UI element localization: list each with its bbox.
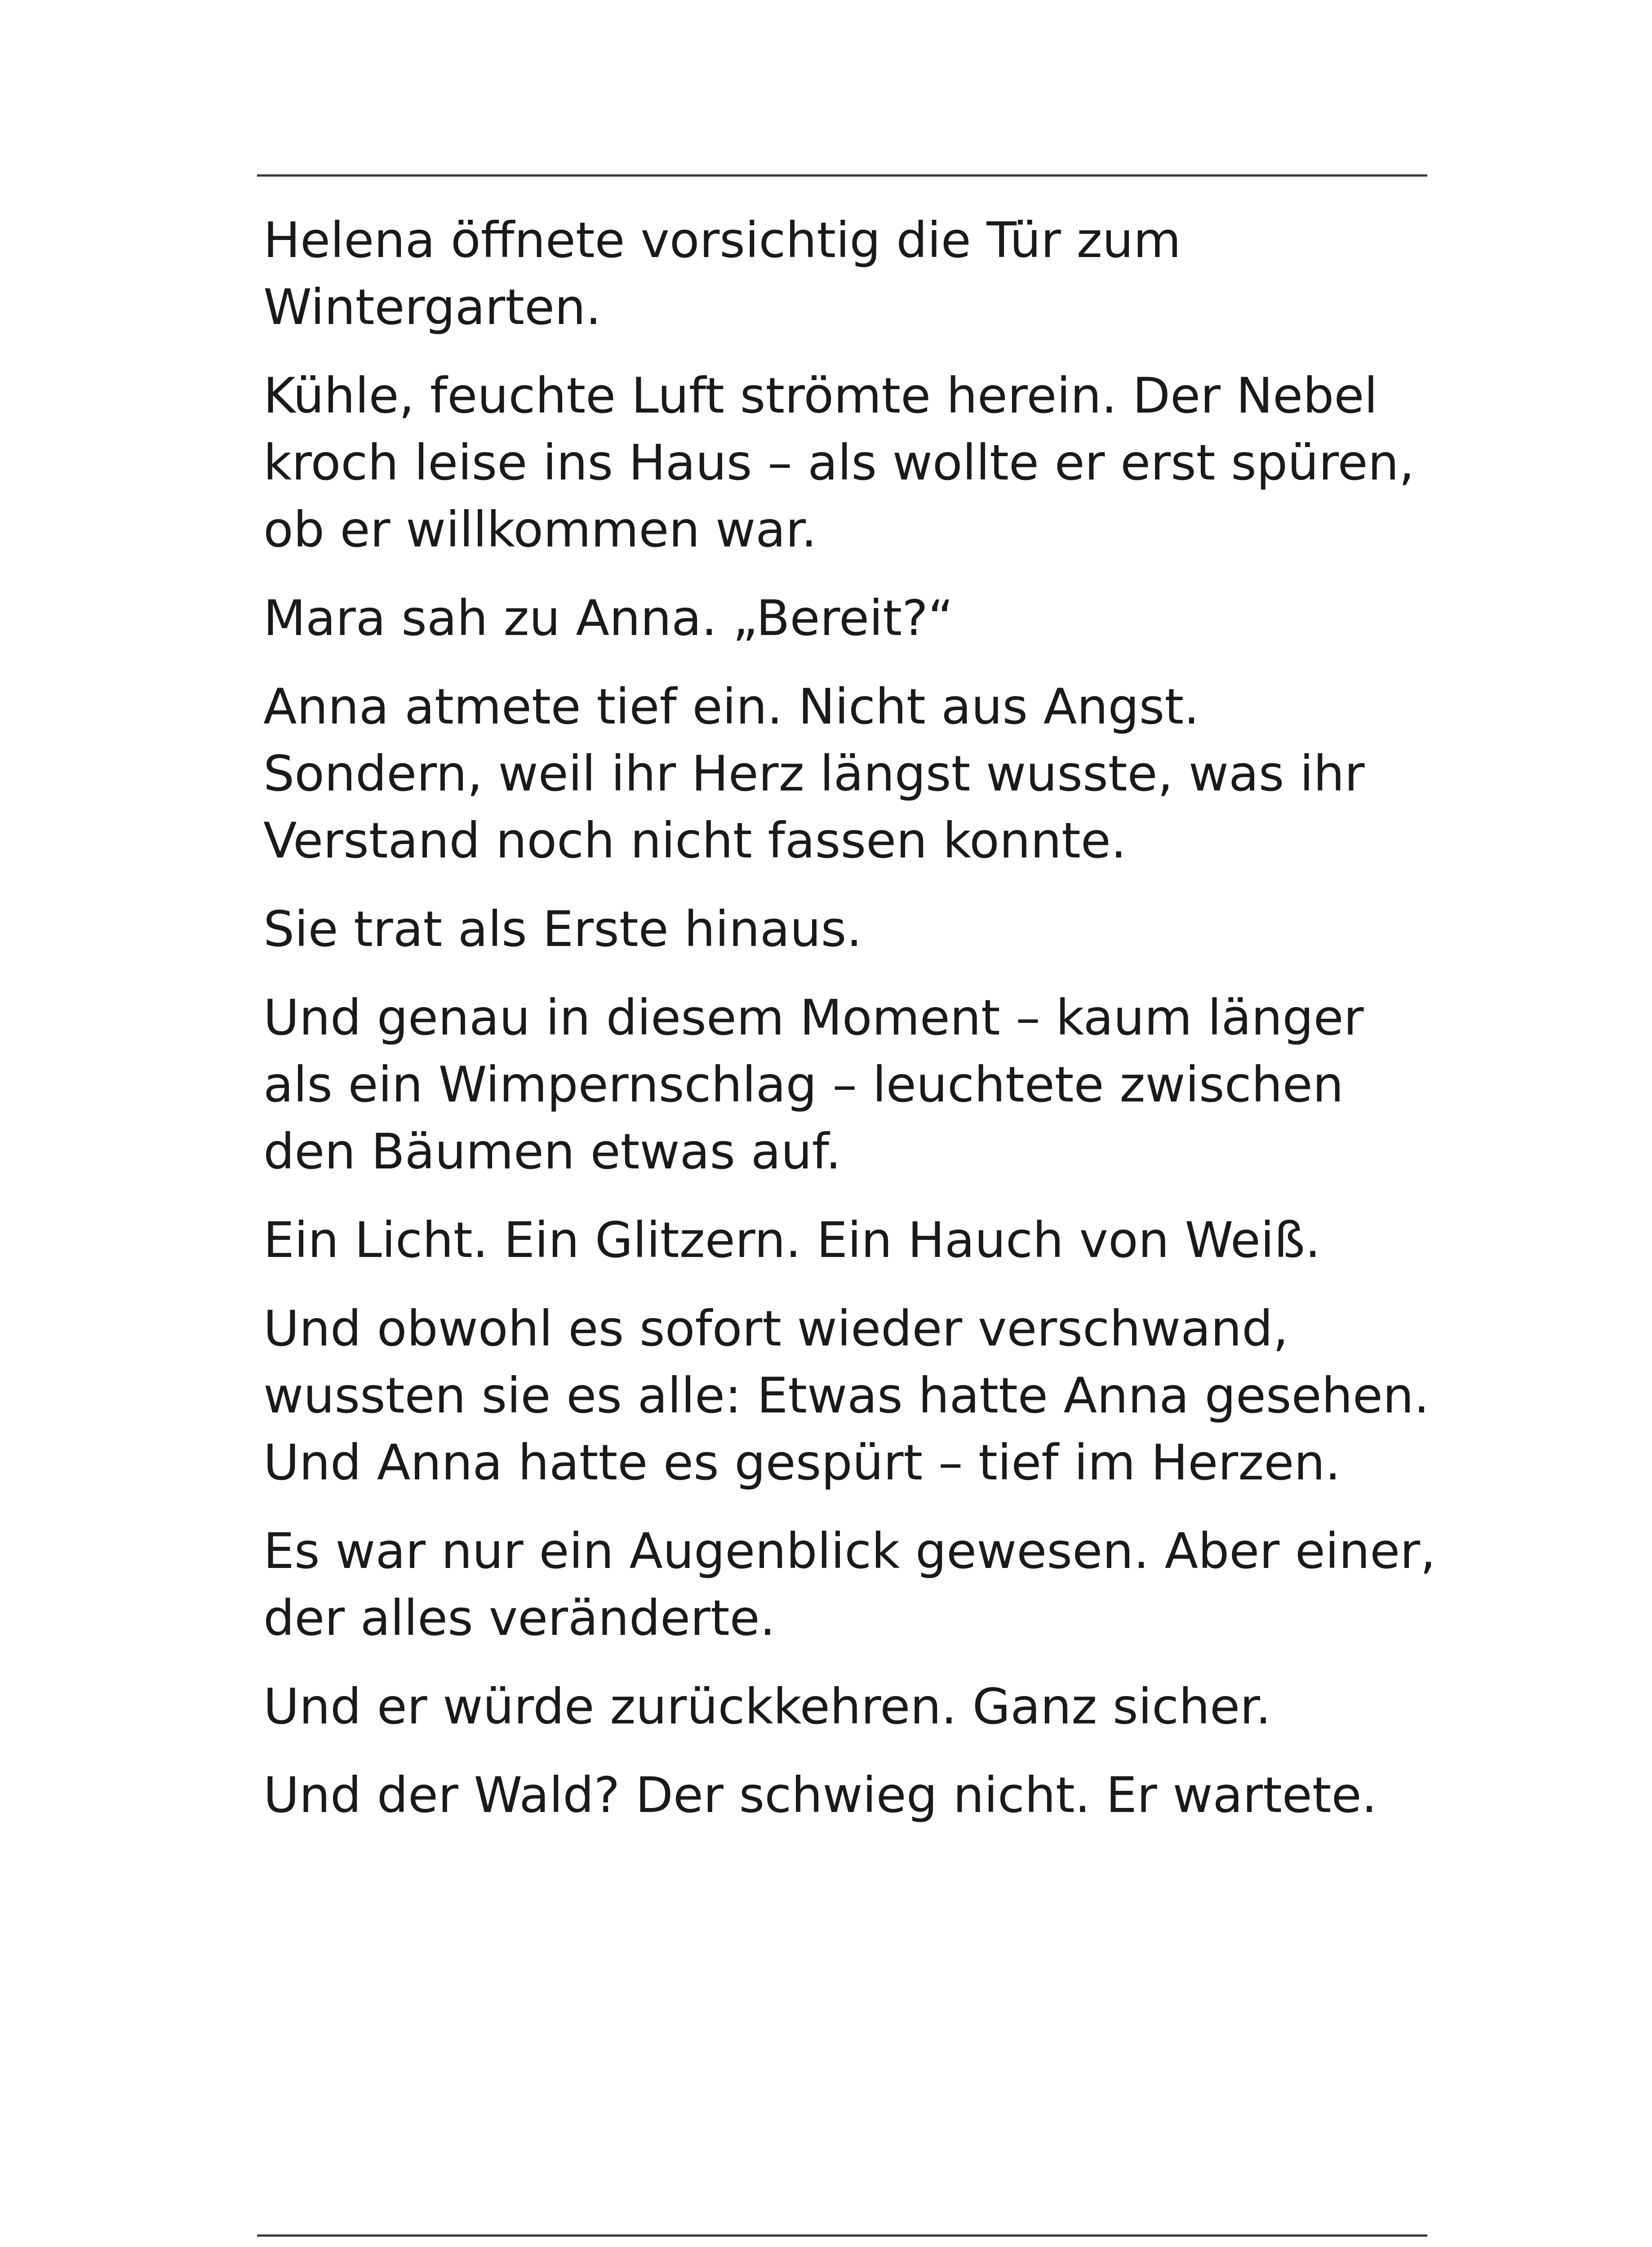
- text-line: Kühle, feuchte Luft strömte herein. Der Nebel: [263, 367, 1378, 424]
- body-text: [263, 207, 1436, 1850]
- text-line: Ein Licht. Ein Glitzern. Ein Hauch von Weiß.: [263, 1212, 1321, 1269]
- paragraph-1: [263, 207, 1423, 341]
- text-line: kroch leise ins Haus – als wollte er erst spüren,: [263, 434, 1415, 491]
- paragraph-4: [263, 673, 1423, 874]
- paragraph-2: [263, 362, 1423, 563]
- paragraph-9: [263, 1518, 1436, 1652]
- text-line: den Bäumen etwas auf.: [263, 1123, 841, 1180]
- text-line: Mara sah zu Anna. „Bereit?“: [263, 590, 954, 647]
- text-line: Und obwohl es sofort wieder verschwand,: [263, 1300, 1288, 1357]
- paragraph-11: [263, 1762, 1423, 1829]
- text-line: Verstand noch nicht fassen konnte.: [263, 812, 1127, 869]
- text-line: Sondern, weil ihr Herz längst wusste, was ihr: [263, 745, 1365, 802]
- text-line: Wintergarten.: [263, 279, 601, 336]
- text-line: als ein Wimpernschlag – leuchtete zwischen: [263, 1056, 1344, 1113]
- paragraph-5: [263, 896, 1423, 963]
- text-line: ob er willkommen war.: [263, 501, 817, 558]
- text-line: Sie trat als Erste hinaus.: [263, 901, 862, 958]
- text-line: der alles veränderte.: [263, 1590, 776, 1647]
- top-divider: [257, 174, 1427, 177]
- text-line: Und genau in diesem Moment – kaum länger: [263, 989, 1364, 1046]
- text-line: Und er würde zurückkehren. Ganz sicher.: [263, 1678, 1271, 1735]
- paragraph-6: [263, 984, 1423, 1185]
- bottom-divider: [257, 2234, 1427, 2237]
- text-line: Und der Wald? Der schwieg nicht. Er wartete.: [263, 1767, 1377, 1824]
- paragraph-3: [263, 585, 1423, 652]
- text-line: Es war nur ein Augenblick gewesen. Aber einer,: [263, 1523, 1436, 1580]
- text-line: Anna atmete tief ein. Nicht aus Angst.: [263, 678, 1199, 735]
- text-line: wussten sie es alle: Etwas hatte Anna gesehen.: [263, 1367, 1430, 1424]
- paragraph-10: [263, 1673, 1423, 1740]
- paragraph-7: [263, 1207, 1423, 1274]
- paragraph-8: [263, 1295, 1430, 1496]
- text-line: Helena öffnete vorsichtig die Tür zum: [263, 212, 1181, 269]
- text-line: Und Anna hatte es gespürt – tief im Herzen.: [263, 1434, 1341, 1491]
